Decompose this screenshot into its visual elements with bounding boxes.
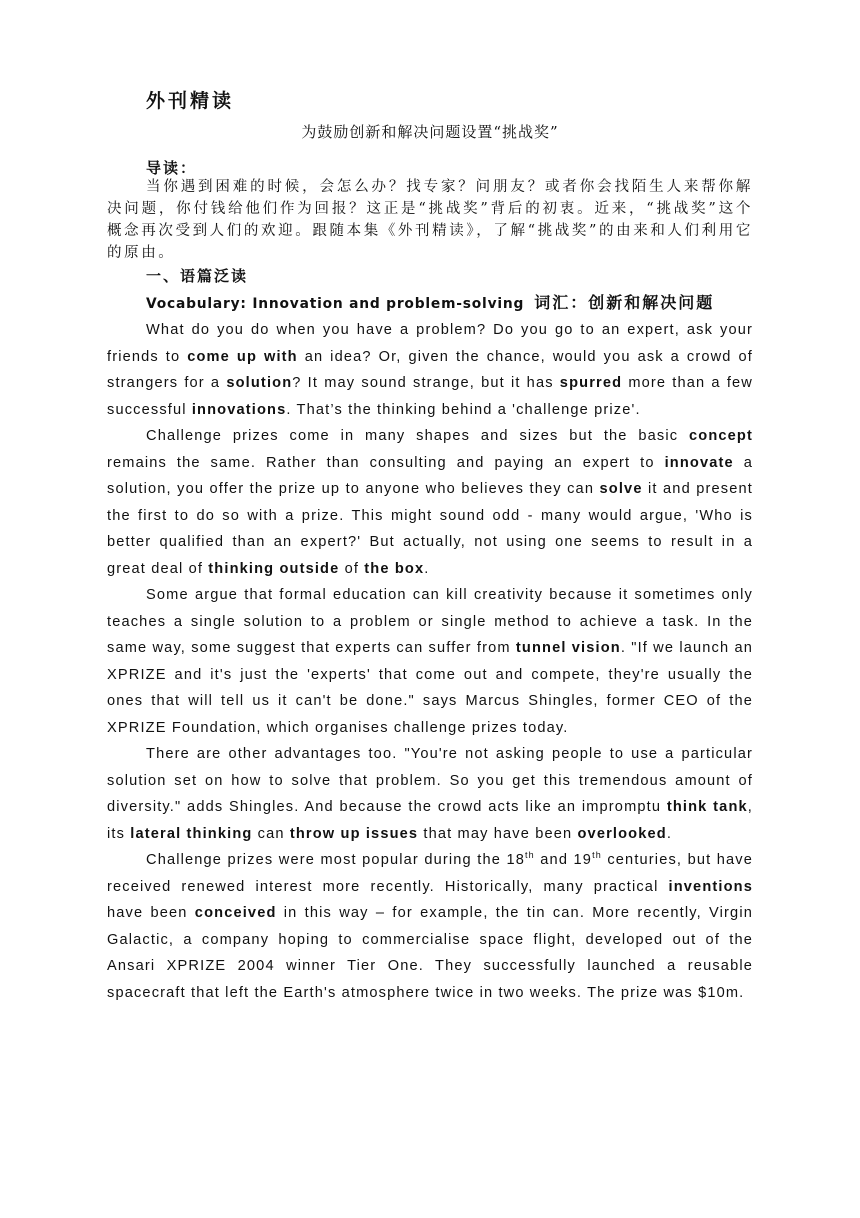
paragraph-text: . That’s the thinking behind a 'challenge prize'.	[286, 401, 641, 418]
paragraph-text: , its	[107, 799, 754, 842]
article-paragraph	[107, 317, 753, 423]
article-paragraph	[107, 423, 753, 582]
vocabulary-term: concept	[688, 428, 753, 444]
paragraph-text: have been	[107, 905, 195, 921]
paragraph-text: .	[666, 825, 673, 842]
intro-text-block	[107, 176, 753, 264]
ordinal-suffix: th	[592, 850, 602, 861]
paragraph-text: .	[424, 560, 430, 577]
paragraph-text: of	[339, 560, 365, 577]
paragraph-text: There are other advantages too. "You're not asking people to use a particular solution set on how to solve that problem. So you get this tremendous amount of diversity." adds Shingles. And because the crowd acts like an impromptu	[107, 746, 753, 815]
intro-text: 当你遇到困难的时候，会怎么办？找专家？问朋友？或者你会找陌生人来帮你解决问题，你付钱给他们作为回报？这正是“挑战奖”背后的初衷。近来，“挑战奖”这个概念再次受到人们的欢迎。跟随本集《外刊精读》，了解“挑战奖”的由来和人们利用它的原由。	[107, 179, 753, 261]
paragraph-text: that may have been	[418, 825, 578, 842]
vocabulary-title-en: Vocabulary: Innovation and problem-solving	[146, 296, 525, 312]
paragraph-text: Challenge prizes were most popular during the 18	[146, 852, 526, 868]
vocabulary-term: solution	[226, 375, 293, 391]
paragraph-text: centuries, but have received renewed interest more recently. Historically, many practical	[107, 852, 754, 895]
vocabulary-term: solve	[599, 481, 643, 497]
paragraph-text: more than a few successful	[107, 375, 753, 418]
paragraph-text: in this way – for example, the tin can. More recently, Virgin Galactic, a company hoping to commercialise space flight, developed out of the Ansari XPRIZE 2004 winner Tier One. They successfully launched a reusable spacecraft that left the Earth's atmosphere twice in two weeks. The prize was $10m.	[107, 905, 753, 1001]
vocabulary-term: come up with	[187, 348, 298, 365]
vocabulary-title-zh: 词汇：创新和解决问题	[534, 293, 715, 312]
paragraph-text: Some argue that formal education can kill creativity because it sometimes only teaches a single solution to a problem or single method to achieve a task. In the same way, some suggest that experts can suffer from	[107, 587, 753, 656]
paragraph-text: it and present the first to do so with a prize. This might sound odd - many would argue, 'Who is better qualified than an expert?' But actually, not using one seems to result in a great deal of	[107, 481, 753, 577]
intro-label: 导读：	[146, 159, 198, 177]
vocabulary-term: inventions	[668, 878, 753, 895]
paragraph-text: ? It may sound strange, but it has	[292, 375, 560, 391]
article-paragraph	[107, 847, 753, 1006]
article-subtitle: 为鼓励创新和解决问题设置“挑战奖”	[301, 123, 559, 141]
paragraph-text: What do you do when you have a problem? Do you go to an expert, ask your friends to	[107, 322, 753, 365]
paragraph-text: Challenge prizes come in many shapes and sizes but the basic	[146, 428, 689, 444]
article-body	[107, 317, 753, 1006]
vocabulary-term: throw up issues	[289, 825, 419, 842]
vocabulary-term: innovations	[191, 401, 287, 418]
vocabulary-term: overlooked	[577, 825, 667, 842]
article-paragraph	[107, 741, 753, 847]
paragraph-text: remains the same. Rather than consulting and paying an expert to	[107, 454, 665, 471]
column-title: 外刊精读	[146, 90, 235, 112]
paragraph-text: . "If we launch an XPRIZE and it's just the 'experts' that come out and compete, they're usually the ones that will tell us it can't be done." says Marcus Shingles, former CEO of the XPRIZE Foundation, which organises challenge prizes today.	[107, 640, 753, 736]
vocabulary-term: tunnel vision	[515, 640, 621, 656]
paragraph-text: an idea? Or, given the chance, would you ask a crowd of strangers for a	[107, 348, 753, 391]
paragraph-text: a solution, you offer the prize up to anyone who believes they can	[107, 454, 753, 497]
vocabulary-term: spurred	[559, 375, 623, 391]
paragraph-text: and 19	[534, 852, 593, 868]
vocabulary-term: thinking outside	[208, 560, 340, 577]
paragraph-text: can	[252, 825, 290, 842]
vocabulary-term: think tank	[666, 799, 748, 815]
vocabulary-term: lateral thinking	[130, 825, 253, 842]
vocabulary-heading	[146, 290, 714, 313]
ordinal-suffix: th	[525, 850, 535, 861]
vocabulary-term: conceived	[194, 905, 277, 921]
article-paragraph	[107, 582, 753, 741]
section-heading: 一、语篇泛读	[146, 267, 249, 285]
vocabulary-term: the box	[364, 560, 425, 577]
vocabulary-term: innovate	[664, 454, 734, 471]
